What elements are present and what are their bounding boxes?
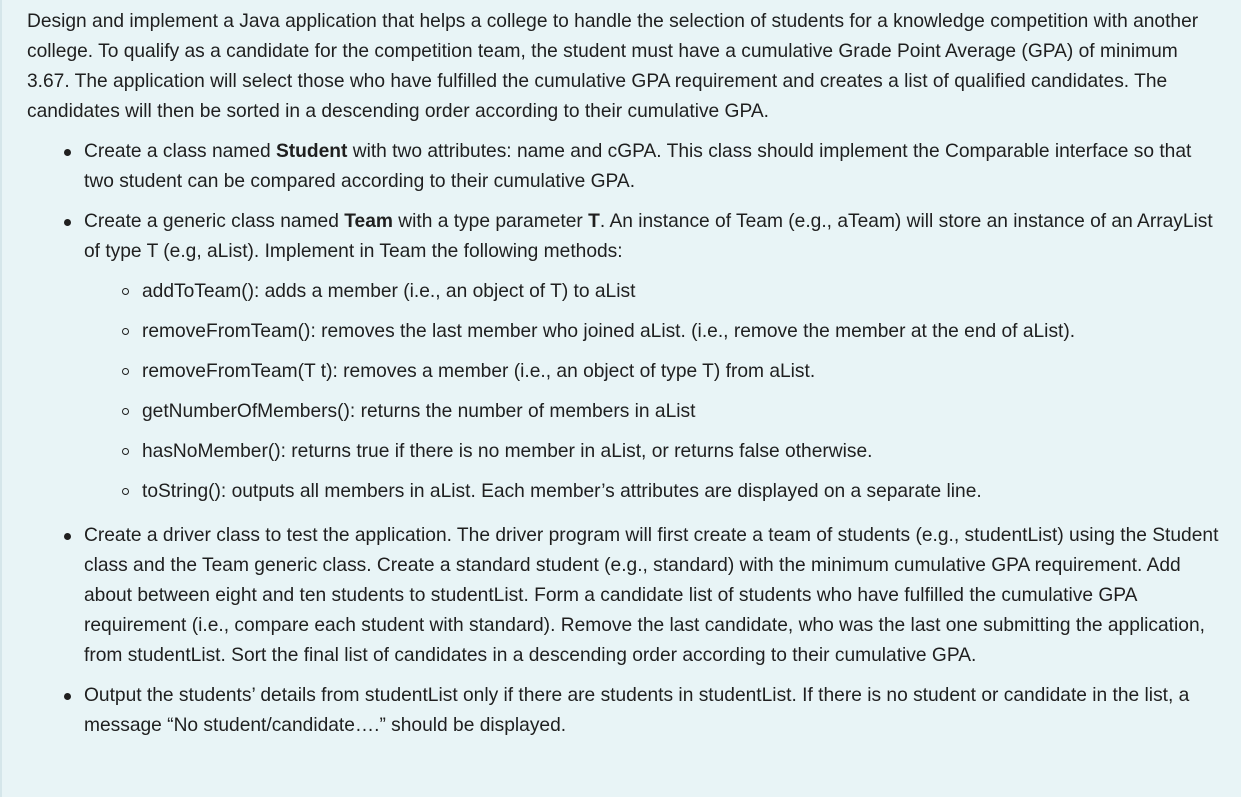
methods-list (84, 277, 1221, 507)
method-item: getNumberOfMembers(): returns the number of members in aList (142, 397, 1221, 427)
method-item: toString(): outputs all members in aList. Each member’s attributes are displayed on a separate line. (142, 477, 1221, 507)
method-item: removeFromTeam(T t): removes a member (i.e., an object of type T) from aList. (142, 357, 1221, 387)
list-item-output: Output the students’ details from studentList only if there are students in studentList. If there is no student or candidate in the list, a message “No student/candidate….” should be displayed. (84, 681, 1221, 741)
list-item-driver-class: Create a driver class to test the application. The driver program will first create a team of students (e.g., studentList) using the Student class and the Team generic class. Create a standard student (e.g., standard) with the minimum cumulative GPA requirement. Add about between eight and ten students to studentList. Form a candidate list of students who have fulfilled the cumulative GPA requirement (i.e., compare each student with standard). Remove the last candidate, who was the last one submitting the application, from studentList. Sort the final list of candidates in a descending order according to their cumulative GPA. (84, 521, 1221, 671)
method-item: hasNoMember(): returns true if there is no member in aList, or returns false otherwise. (142, 437, 1221, 467)
bullet2-middle: with a type parameter (392, 211, 589, 232)
bullet2-class-name: Team (344, 211, 393, 232)
bullet2-prefix: Create a generic class named (84, 211, 345, 232)
requirements-list (27, 137, 1221, 741)
method-item: removeFromTeam(): removes the last member who joined aList. (i.e., remove the member at the end of aList). (142, 317, 1221, 347)
bullet1-suffix: with two attributes: name and cGPA. This class should implement the Comparable interface so that two student can be compared according to their cumulative GPA. (84, 141, 1192, 192)
bullet1-prefix: Create a class named (84, 141, 276, 162)
method-item: addToTeam(): adds a member (i.e., an object of T) to aList (142, 277, 1221, 307)
list-item-student-class (84, 137, 1221, 197)
bullet2-type-param: T (588, 211, 600, 232)
list-item-team-class (84, 207, 1221, 507)
bullet1-class-name: Student (275, 141, 348, 162)
bullet2-suffix: . An instance of Team (e.g., aTeam) will store an instance of an ArrayList of type T (e.g, aList). Implement in Team the following methods: (84, 211, 1213, 262)
intro-paragraph: Design and implement a Java application that helps a college to handle the selection of students for a knowledge competition with another college. To qualify as a candidate for the competition team, the student must have a cumulative Grade Point Average (GPA) of minimum 3.67. The application will select those who have fulfilled the cumulative GPA requirement and creates a list of qualified candidates. The candidates will then be sorted in a descending order according to their cumulative GPA. (27, 11, 1199, 122)
